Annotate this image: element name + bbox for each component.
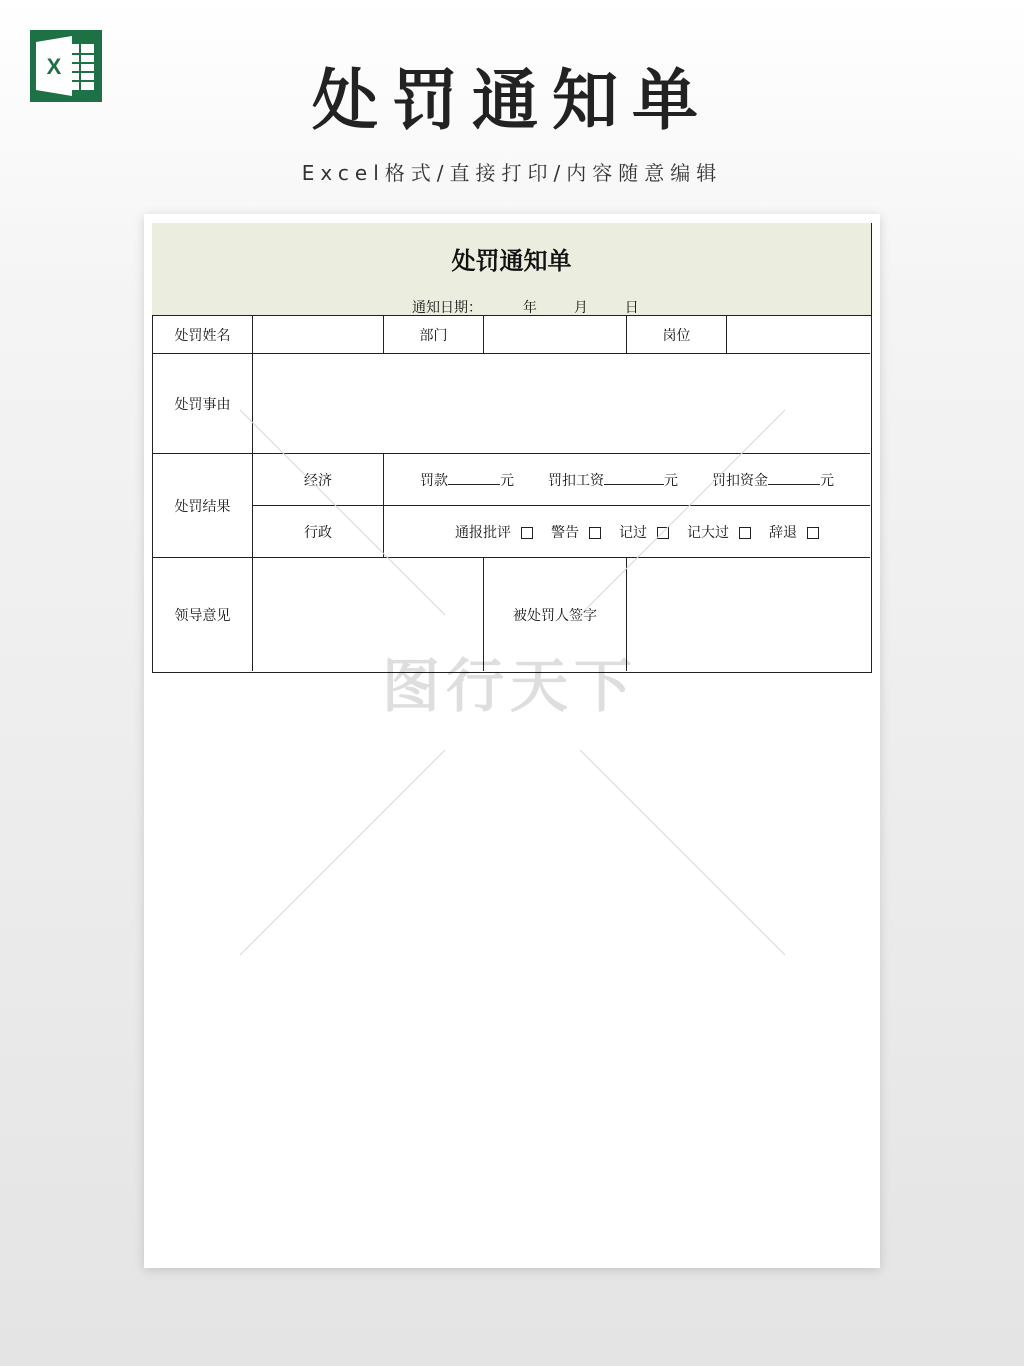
notice-date-month: 月 (573, 300, 588, 316)
leader-opinion-field[interactable] (253, 558, 484, 671)
admin-option-label: 通报批评 (455, 524, 511, 541)
name-field[interactable] (253, 316, 384, 354)
reason-field[interactable] (253, 354, 870, 454)
wage-deduction-item (548, 470, 678, 490)
bonus-deduction-blank[interactable] (768, 470, 820, 485)
admin-option-label: 记过 (619, 524, 647, 541)
admin-penalties (384, 506, 870, 558)
notice-date-year: 年 (522, 300, 537, 316)
banner-title: 处罚通知单 (312, 62, 712, 139)
notice-date-day: 日 (624, 300, 639, 316)
wage-deduction-unit: 元 (664, 472, 678, 489)
admin-label: 行政 (253, 506, 384, 558)
admin-option-label: 记大过 (687, 524, 729, 541)
post-field[interactable] (727, 316, 870, 354)
penalty-form-table (152, 315, 872, 673)
notice-date (412, 297, 639, 317)
checkbox[interactable] (739, 527, 751, 539)
admin-option[interactable] (551, 522, 619, 542)
bonus-deduction-label: 罚扣资金 (712, 472, 768, 489)
economic-penalties (384, 454, 870, 506)
name-label: 处罚姓名 (153, 316, 253, 354)
checkbox[interactable] (807, 527, 819, 539)
checkbox[interactable] (589, 527, 601, 539)
notice-date-label: 通知日期： (412, 300, 482, 316)
admin-option[interactable] (687, 522, 769, 542)
admin-option[interactable] (455, 522, 551, 542)
signature-field[interactable] (627, 558, 870, 671)
signature-label: 被处罚人签字 (484, 558, 627, 671)
admin-option-label: 辞退 (769, 524, 797, 541)
result-label: 处罚结果 (153, 454, 253, 558)
dept-field[interactable] (484, 316, 627, 354)
checkbox[interactable] (521, 527, 533, 539)
economic-label: 经济 (253, 454, 384, 506)
admin-option[interactable] (769, 522, 819, 542)
wage-deduction-blank[interactable] (604, 470, 664, 485)
dept-label: 部门 (384, 316, 484, 354)
banner-subtitle: Excel格式/直接打印/内容随意编辑 (301, 161, 723, 185)
fine-unit: 元 (500, 472, 514, 489)
bonus-deduction-unit: 元 (820, 472, 834, 489)
fine-item (420, 470, 514, 490)
leader-opinion-label: 领导意见 (153, 558, 253, 671)
excel-logo-letter: X (46, 54, 62, 79)
checkbox[interactable] (657, 527, 669, 539)
fine-label: 罚款 (420, 472, 448, 489)
admin-option-label: 警告 (551, 524, 579, 541)
form-header (152, 223, 872, 315)
reason-label: 处罚事由 (153, 354, 253, 454)
wage-deduction-label: 罚扣工资 (548, 472, 604, 489)
form-title: 处罚通知单 (451, 246, 572, 275)
fine-amount-blank[interactable] (448, 470, 500, 485)
bonus-deduction-item (712, 470, 834, 490)
form-sheet (144, 214, 880, 1268)
admin-option[interactable] (619, 522, 687, 542)
post-label: 岗位 (627, 316, 727, 354)
